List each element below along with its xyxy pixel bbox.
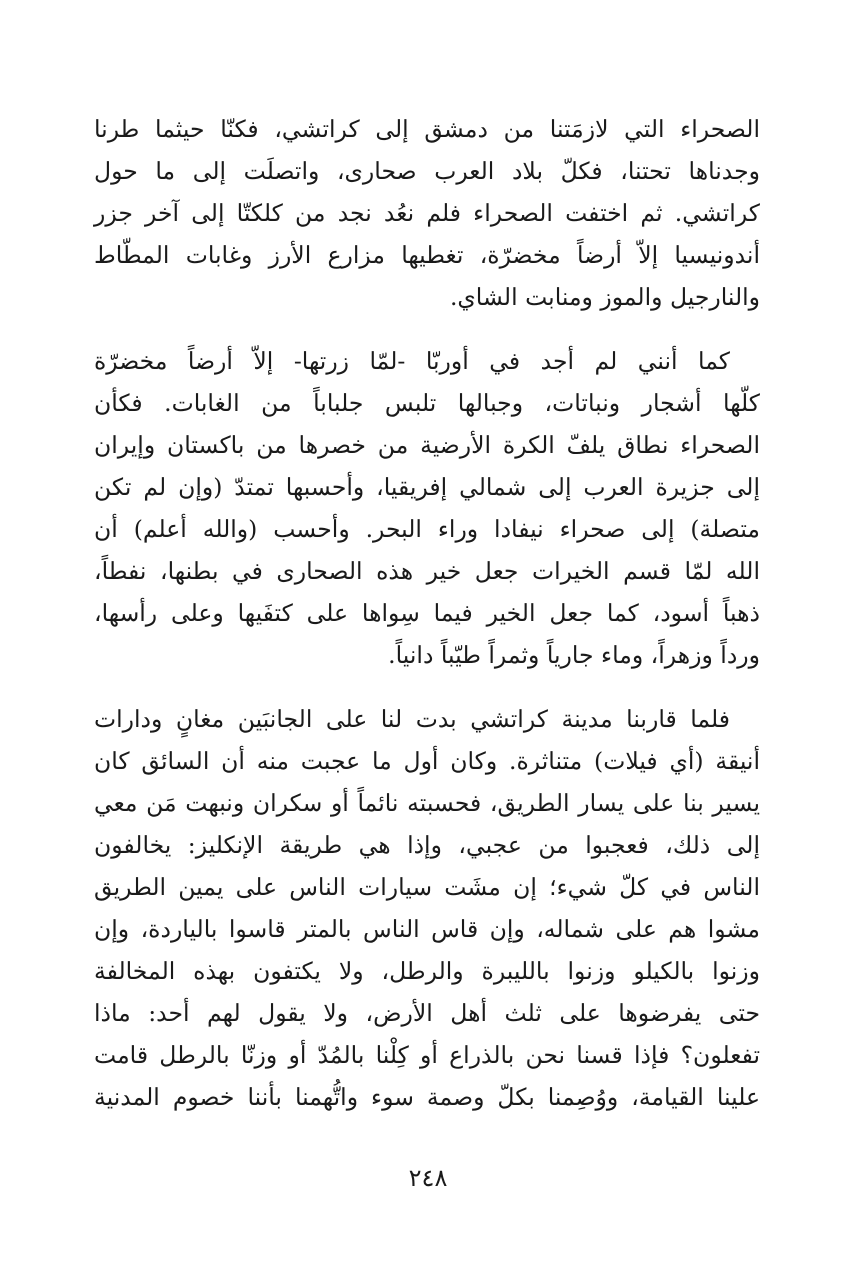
text-line: حتى يفرضوها على ثلث أهل الأرض، ولا يقول لهم أحد: ماذا [94, 999, 760, 1027]
text-line: ورداً وزهراً، وماء جارياً وثمراً طيّباً دانياً. [388, 641, 760, 669]
text-line: الناس في كلّ شيء؛ إن مشَت سيارات الناس على يمين الطريق [94, 873, 760, 901]
page-number: ٢٤٨ [408, 1164, 448, 1192]
paragraph-1 [94, 108, 760, 318]
text-line: الصحراء نطاق يلفّ الكرة الأرضية من خصرها من باكستان وإيران [94, 431, 760, 459]
text-line: الصحراء التي لازمَتنا من دمشق إلى كراتشي، فكنّا حيثما طرنا [94, 115, 760, 143]
text-line: فلما قاربنا مدينة كراتشي بدت لنا على الجانبَين مغانٍ ودارات [94, 705, 730, 733]
text-line: وزنوا بالكيلو وزنوا بالليبرة والرطل، ولا يكتفون بهذه المخالفة [94, 957, 760, 985]
text-line: والنارجيل والموز ومنابت الشاي. [449, 283, 760, 311]
text-line: إلى جزيرة العرب إلى شمالي إفريقيا، وأحسبها تمتدّ (وإن لم تكن [94, 473, 760, 501]
text-line: أنيقة (أي فيلات) متناثرة. وكان أول ما عجبت منه أن السائق كان [94, 747, 760, 775]
text-line: متصلة) إلى صحراء نيفادا وراء البحر. وأحسب (والله أعلم) أن [94, 515, 760, 543]
text-line: تفعلون؟ فإذا قسنا نحن بالذراع أو كِلْنا بالمُدّ أو وزنّا بالرطل قامت [94, 1041, 760, 1069]
text-line: كما أنني لم أجد في أوربّا -لمّا زرتها- إلاّ أرضاً مخضرّة [94, 347, 730, 375]
text-line: ذهباً أسود، كما جعل الخير فيما سِواها على كتفَيها وعلى رأسها، [94, 599, 760, 627]
paragraph-2 [94, 340, 760, 676]
text-line: مشوا هم على شماله، وإن قاس الناس بالمتر قاسوا بالياردة، وإن [94, 915, 760, 943]
text-line: يسير بنا على يسار الطريق، فحسبته نائماً أو سكران ونبهت مَن معي [94, 789, 760, 817]
text-line: أندونيسيا إلاّ أرضاً مخضرّة، تغطيها مزارع الأرز وغابات المطّاط [94, 241, 760, 269]
paragraph-3 [94, 698, 760, 1118]
text-line: علينا القيامة، ووُصِمنا بكلّ وصمة سوء واتُّهمنا بأننا خصوم المدنية [94, 1083, 760, 1111]
text-line: كلّها أشجار ونباتات، وجبالها تلبس جلباباً من الغابات. فكأن [94, 389, 760, 417]
text-line: إلى ذلك، فعجبوا من عجبي، وإذا هي طريقة الإنكليز: يخالفون [94, 831, 760, 859]
text-line: كراتشي. ثم اختفت الصحراء فلم نعُد نجد من كلكتّا إلى آخر جزر [94, 199, 760, 227]
text-line: وجدناها تحتنا، فكلّ بلاد العرب صحارى، واتصلَت إلى ما حول [94, 157, 760, 185]
text-line: الله لمّا قسم الخيرات جعل خير هذه الصحارى في بطنها، نفطاً، [94, 557, 760, 585]
